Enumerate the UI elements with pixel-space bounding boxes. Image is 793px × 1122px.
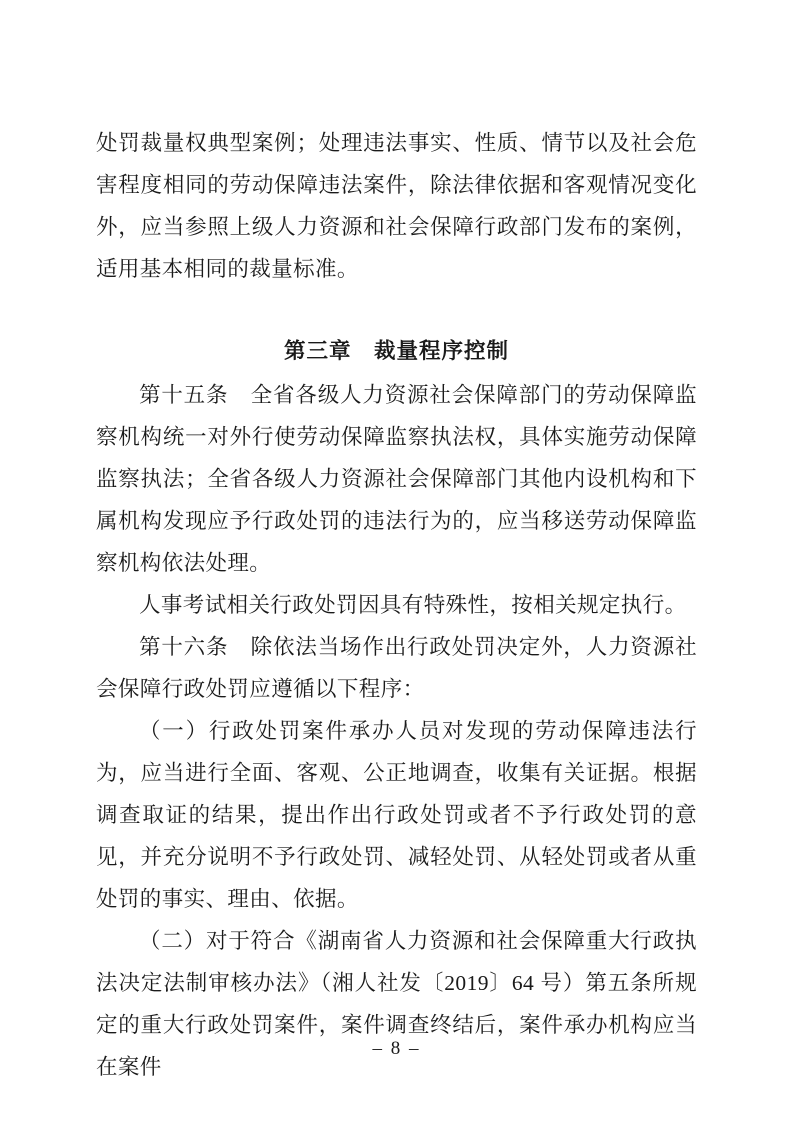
article-sixteen-paragraph: 第十六条 除依法当场作出行政处罚决定外，人力资源社会保障行政处罚应遵循以下程序： (96, 635, 697, 701)
paragraph-continuation: 处罚裁量权典型案例；处理违法事实、性质、情节以及社会危害程度相同的劳动保障违法案件，除法律依据和客观情况变化外，应当参照上级人力资源和社会保障行政部门发布的案例，适用基本相同的裁量标准。 (96, 131, 697, 281)
heading-spacer-top (96, 290, 697, 330)
document-body (96, 122, 697, 1088)
article-fifteen-paragraph: 第十五条 全省各级人力资源社会保障部门的劳动保障监察机构统一对外行使劳动保障监察执法权，具体实施劳动保障监察执法；全省各级人力资源社会保障部门其他内设机构和下属机构发现应予行政处罚的违法行为的，应当移送劳动保障监察机构依法处理。 (96, 383, 697, 575)
chapter-heading: 第三章 裁量程序控制 (283, 339, 509, 363)
exam-penalty-paragraph: 人事考试相关行政处罚因具有特殊性，按相关规定执行。 (139, 593, 687, 617)
page-number: – 8 – (372, 1038, 421, 1059)
item-two-paragraph: （二）对于符合《湖南省人力资源和社会保障重大行政执法决定法制审核办法》（湘人社发〔2019〕64 号）第五条所规定的重大行政处罚案件，案件调查终结后，案件承办机构应当在案件 (96, 929, 697, 1079)
item-one-paragraph: （一）行政处罚案件承办人员对发现的劳动保障违法行为，应当进行全面、客观、公正地调查，收集有关证据。根据调查取证的结果，提出作出行政处罚或者不予行政处罚的意见，并充分说明不予行政处罚、减轻处罚、从轻处罚或者从重处罚的事实、理由、依据。 (96, 719, 697, 911)
